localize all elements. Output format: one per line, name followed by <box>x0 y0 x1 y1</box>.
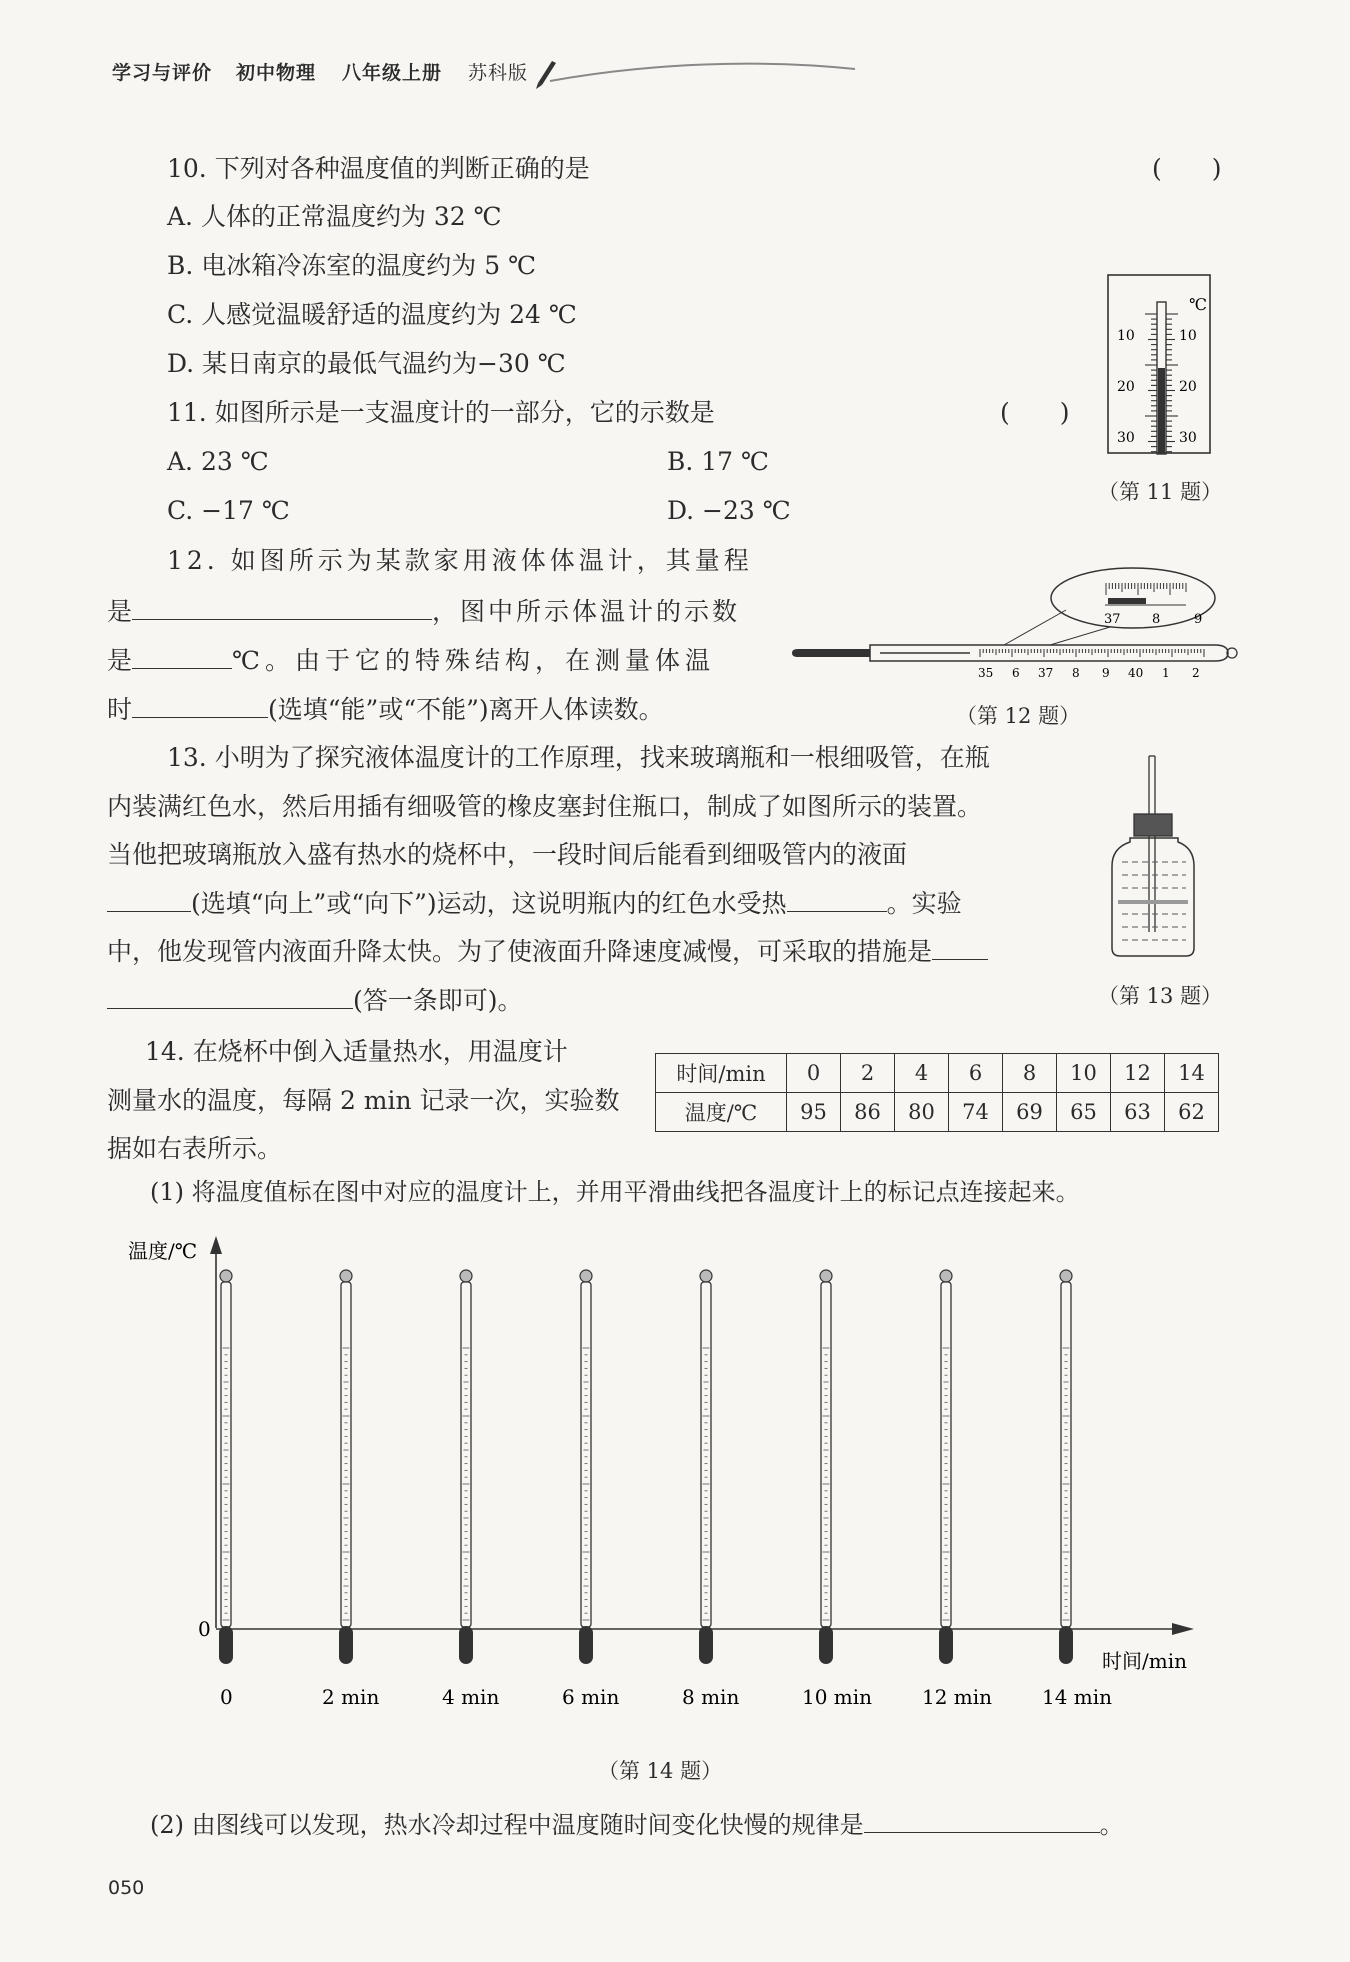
table-cell-temp: 74 <box>949 1093 1003 1132</box>
thermometer-time-label: 0 <box>220 1685 233 1709</box>
q10-option-c: C. 人感觉温暖舒适的温度约为 24 ℃ <box>167 300 577 329</box>
q10-option-a: A. 人体的正常温度约为 32 ℃ <box>167 202 502 231</box>
q14-caption: （第 14 题） <box>598 1759 723 1783</box>
q14-part2: (2) 由图线可以发现，热水冷却过程中温度随时间变化快慢的规律是 <box>150 1811 864 1839</box>
q14-part1: (1) 将温度值标在图中对应的温度计上，并用平滑曲线把各温度计上的标记点连接起来。 <box>150 1178 1080 1206</box>
table-cell-temp: 63 <box>1111 1093 1165 1132</box>
q12-line1: 12. 如图所示为某款家用液体体温计，其量程 <box>167 546 753 575</box>
q13-line5: 中，他发现管内液面升降太快。为了使液面升降速度减慢，可采取的措施是 <box>107 937 933 966</box>
thermometer-time-label: 2 min <box>322 1685 380 1709</box>
q14-line3: 据如右表所示。 <box>107 1134 283 1163</box>
q14-data-table <box>655 1053 1219 1132</box>
q14-line2: 测量水的温度，每隔 2 min 记录一次，实验数 <box>107 1085 620 1115</box>
q14-line1: 14. 在烧杯中倒入适量热水，用温度计 <box>145 1037 568 1066</box>
header-series: 学习与评价 <box>112 62 213 84</box>
q11-answer-bracket: ( ) <box>1000 398 1070 427</box>
table-cell-time: 4 <box>895 1054 949 1093</box>
q12-scale-label: 6 <box>1012 666 1020 680</box>
thermometer <box>1059 1270 1073 1664</box>
header-subject: 初中物理 <box>236 62 317 84</box>
q13-measure-blank-cont[interactable] <box>107 986 353 1009</box>
q11-left-label: 10 <box>1117 328 1135 344</box>
q11-option-c: C. −17 ℃ <box>167 496 290 525</box>
thermometer-time-label: 14 min <box>1042 1685 1113 1709</box>
table-cell-time: 8 <box>1003 1054 1057 1093</box>
q12-scale-label: 1 <box>1162 666 1170 680</box>
q11-caption: （第 11 题） <box>1098 480 1223 504</box>
table-cell-time: 0 <box>787 1054 841 1093</box>
q11-stem: 11. 如图所示是一支温度计的一部分，它的示数是 <box>167 398 715 427</box>
q11-left-label: 20 <box>1117 379 1135 395</box>
table-cell-temp: 95 <box>787 1093 841 1132</box>
q12-line3-pre: 是 <box>107 646 133 675</box>
graph-zero-label: 0 <box>198 1617 211 1641</box>
table-cell-time: 10 <box>1057 1054 1111 1093</box>
thermometer-time-label: 4 min <box>442 1685 500 1709</box>
thermometer <box>219 1270 233 1664</box>
table-cell-time: 6 <box>949 1054 1003 1093</box>
header-pen-icon <box>530 55 860 91</box>
q13-line2: 内装满红色水，然后用插有细吸管的橡皮塞封住瓶口，制成了如图所示的装置。 <box>107 791 983 821</box>
table-cell-temp: 80 <box>895 1093 949 1132</box>
graph-x-axis-label: 时间/min <box>1102 1649 1187 1673</box>
table-cell-time: 12 <box>1111 1054 1165 1093</box>
q12-clinical-thermometer-figure <box>790 565 1238 687</box>
q12-caption: （第 12 题） <box>956 704 1081 728</box>
table-cell-temp: 65 <box>1057 1093 1111 1132</box>
q12-can-leave-blank[interactable] <box>132 695 268 718</box>
q13-bottle-figure <box>1108 752 1204 958</box>
q11-thermometer-figure <box>1107 274 1211 456</box>
q12-scale-label: 2 <box>1192 666 1200 680</box>
thermometer-time-label: 6 min <box>562 1685 620 1709</box>
q13-line1: 13. 小明为了探究液体温度计的工作原理，找来玻璃瓶和一根细吸管，在瓶 <box>167 743 990 772</box>
q11-left-label: 30 <box>1117 430 1135 446</box>
q12-scale-label: 9 <box>1102 666 1110 680</box>
thermometer <box>579 1270 593 1664</box>
table-cell-time: 2 <box>841 1054 895 1093</box>
q12-line2-post: ，图中所示体温计的示数 <box>432 597 741 626</box>
q12-scale-label: 35 <box>978 666 994 680</box>
q11-right-label: 20 <box>1179 379 1197 395</box>
q12-line4-pre: 时 <box>107 695 133 724</box>
table-header-time: 时间/min <box>656 1054 787 1093</box>
q14-thermometer-graph <box>110 1228 1220 1738</box>
q11-option-b: B. 17 ℃ <box>667 447 769 476</box>
table-row <box>656 1054 1219 1093</box>
q10-option-b: B. 电冰箱冷冻室的温度约为 5 ℃ <box>167 251 537 280</box>
table-cell-temp: 62 <box>1165 1093 1219 1132</box>
q13-line6-post: (答一条即可)。 <box>353 985 523 1015</box>
q12-zoom-label: 37 <box>1104 612 1121 627</box>
thermometer-time-label: 8 min <box>682 1685 740 1709</box>
q14-rule-blank[interactable] <box>864 1810 1100 1833</box>
q11-option-d: D. −23 ℃ <box>667 496 791 525</box>
q10-stem: 10. 下列对各种温度值的判断正确的是 <box>167 154 590 183</box>
q10-answer-bracket: ( ) <box>1152 154 1222 183</box>
q12-scale-label: 8 <box>1072 666 1080 680</box>
q13-line4-mid: (选填“向上”或“向下”)运动，这说明瓶内的红色水受热 <box>191 888 787 918</box>
graph-y-axis-label: 温度/℃ <box>128 1239 198 1263</box>
q11-right-label: 30 <box>1179 430 1197 446</box>
q13-heated-blank[interactable] <box>787 889 887 912</box>
table-header-temp: 温度/℃ <box>656 1093 787 1132</box>
thermometer-time-label: 12 min <box>922 1685 993 1709</box>
thermometer <box>699 1270 713 1664</box>
table-cell-time: 14 <box>1165 1054 1219 1093</box>
q12-line3-post: ℃。由于它的特殊结构，在测量体温 <box>232 646 715 675</box>
q13-direction-blank[interactable] <box>107 889 191 912</box>
thermometer-time-label: 10 min <box>802 1685 873 1709</box>
q12-scale-label: 40 <box>1128 666 1144 680</box>
table-cell-temp: 69 <box>1003 1093 1057 1132</box>
q11-option-a: A. 23 ℃ <box>167 447 269 476</box>
q12-range-blank[interactable] <box>132 597 432 620</box>
q10-option-d: D. 某日南京的最低气温约为−30 ℃ <box>167 349 566 378</box>
q12-line4-post: (选填“能”或“不能”)离开人体读数。 <box>268 695 664 724</box>
thermometer <box>939 1270 953 1664</box>
q12-zoom-label: 8 <box>1152 612 1161 627</box>
table-row <box>656 1093 1219 1132</box>
q13-caption: （第 13 题） <box>1098 984 1223 1008</box>
page-number: 050 <box>108 1877 145 1899</box>
header-edition: 苏科版 <box>468 62 529 84</box>
q11-unit-label: ℃ <box>1189 295 1207 314</box>
q14-part2-end: 。 <box>1099 1811 1124 1839</box>
q12-reading-blank[interactable] <box>132 646 232 669</box>
q13-measure-blank[interactable] <box>932 937 988 960</box>
q13-line3: 当他把玻璃瓶放入盛有热水的烧杯中，一段时间后能看到细吸管内的液面 <box>107 840 908 869</box>
q13-line4-post: 。实验 <box>886 888 962 918</box>
thermometer <box>339 1270 353 1664</box>
thermometer <box>459 1270 473 1664</box>
q12-scale-label: 37 <box>1038 666 1054 680</box>
table-cell-temp: 86 <box>841 1093 895 1132</box>
q12-zoom-label: 9 <box>1194 612 1203 627</box>
thermometer <box>819 1270 833 1664</box>
q12-line2-pre: 是 <box>107 597 133 626</box>
q11-right-label: 10 <box>1179 328 1197 344</box>
header-grade: 八年级上册 <box>342 62 443 84</box>
